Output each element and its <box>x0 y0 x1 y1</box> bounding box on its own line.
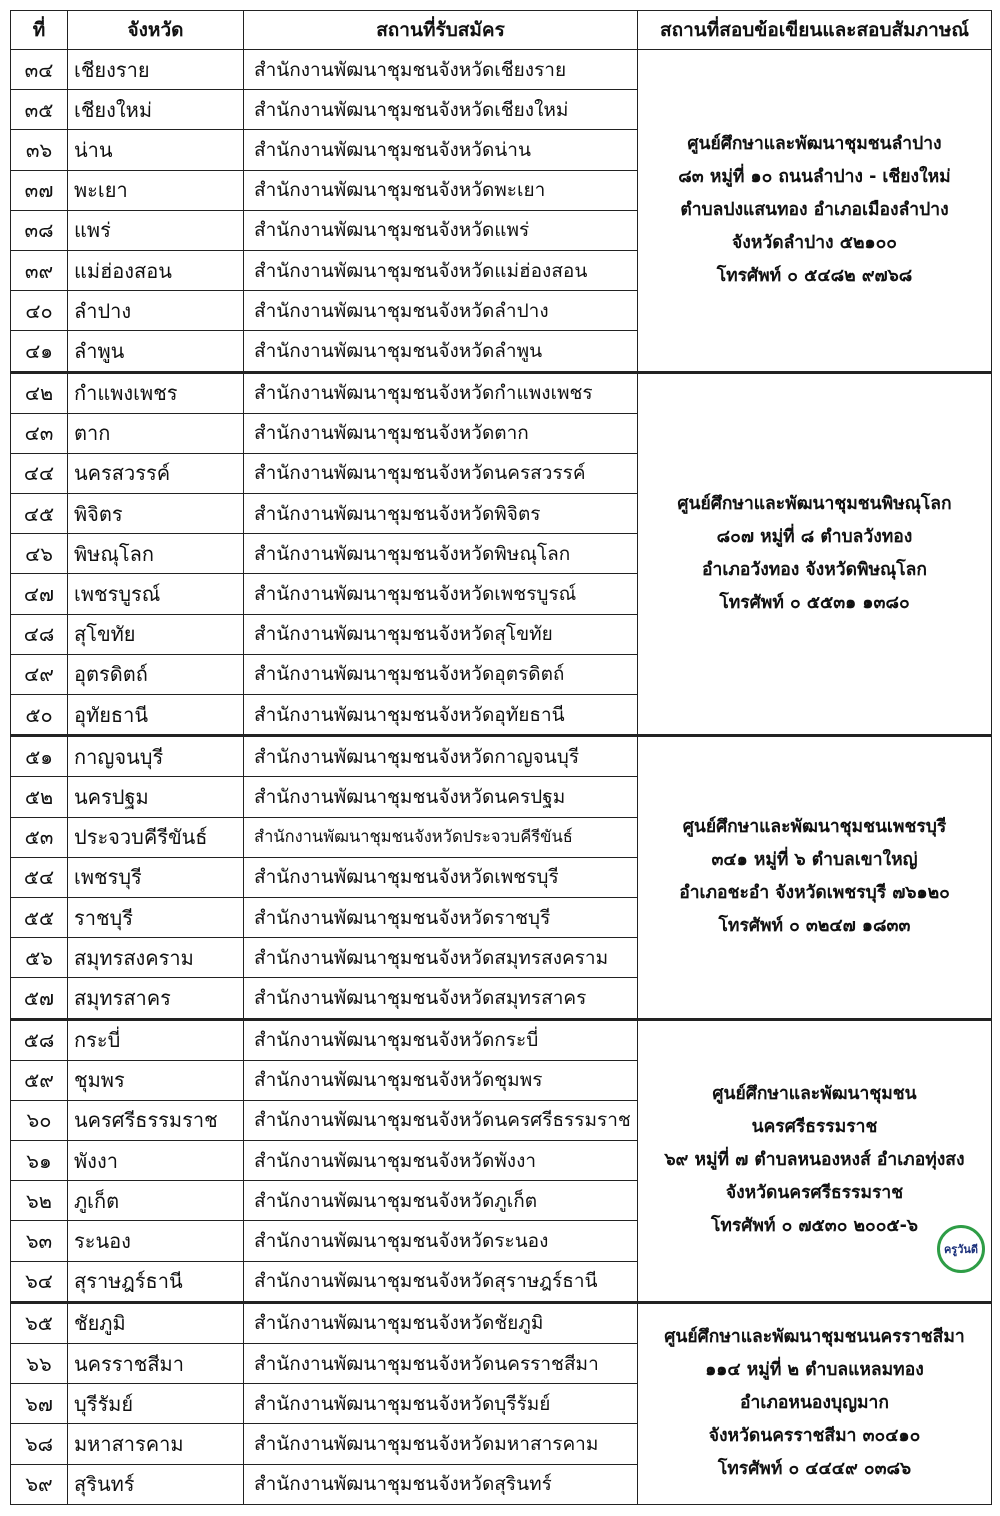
table-row <box>11 1302 992 1343</box>
venue-cell <box>638 372 992 736</box>
exam-venue-table <box>10 10 992 1505</box>
row-number: ๔๑ <box>11 331 68 372</box>
venue-line: ๑๑๔ หมู่ที่ ๒ ตำบลแหลมทอง <box>705 1360 924 1381</box>
province-cell: สุรินทร์ <box>68 1464 244 1504</box>
row-number: ๖๙ <box>11 1464 68 1504</box>
province-cell: ลำปาง <box>68 291 244 331</box>
province-cell: น่าน <box>68 130 244 170</box>
province-cell: นครปฐม <box>68 777 244 817</box>
venue-line: อำเภอวังทอง จังหวัดพิษณุโลก <box>702 559 927 580</box>
row-number: ๖๑ <box>11 1141 68 1181</box>
office-cell: สำนักงานพัฒนาชุมชนจังหวัดเพชรบูรณ์ <box>244 574 638 614</box>
province-cell: อุตรดิตถ์ <box>68 654 244 694</box>
row-number: ๓๘ <box>11 210 68 250</box>
venue-line: โทรศัพท์ ๐ ๗๕๓๐ ๒๐๐๕-๖ <box>710 1216 919 1237</box>
province-cell: ตาก <box>68 413 244 453</box>
row-number: ๖๐ <box>11 1100 68 1140</box>
row-number: ๔๙ <box>11 654 68 694</box>
province-cell: บุรีรัมย์ <box>68 1384 244 1424</box>
office-cell: สำนักงานพัฒนาชุมชนจังหวัดลำพูน <box>244 331 638 372</box>
province-cell: ราชบุรี <box>68 897 244 937</box>
office-cell: สำนักงานพัฒนาชุมชนจังหวัดนครศรีธรรมราช <box>244 1100 638 1140</box>
venue-line: อำเภอหนองบุญมาก <box>740 1393 889 1414</box>
province-cell: ชุมพร <box>68 1060 244 1100</box>
row-number: ๔๗ <box>11 574 68 614</box>
office-cell: สำนักงานพัฒนาชุมชนจังหวัดพิจิตร <box>244 494 638 534</box>
office-cell: สำนักงานพัฒนาชุมชนจังหวัดแม่ฮ่องสอน <box>244 250 638 290</box>
office-cell: สำนักงานพัฒนาชุมชนจังหวัดน่าน <box>244 130 638 170</box>
venue-line: อำเภอชะอำ จังหวัดเพชรบุรี ๗๖๑๒๐ <box>679 883 950 904</box>
province-cell: มหาสารคาม <box>68 1424 244 1464</box>
row-number: ๕๑ <box>11 736 68 777</box>
header-no: ที่ <box>11 11 68 50</box>
row-number: ๕๓ <box>11 817 68 857</box>
province-cell: นครสวรรค์ <box>68 453 244 493</box>
stamp-text: ครูวันดี <box>943 1243 979 1256</box>
office-cell: สำนักงานพัฒนาชุมชนจังหวัดกระบี่ <box>244 1019 638 1060</box>
province-cell: แพร่ <box>68 210 244 250</box>
row-number: ๕๘ <box>11 1019 68 1060</box>
row-number: ๖๕ <box>11 1302 68 1343</box>
row-number: ๔๘ <box>11 614 68 654</box>
row-number: ๕๕ <box>11 897 68 937</box>
venue-line: โทรศัพท์ ๐ ๕๔๘๒ ๙๗๖๘ <box>716 265 913 286</box>
province-cell: ลำพูน <box>68 331 244 372</box>
venue-line: โทรศัพท์ ๐ ๕๕๓๑ ๑๓๘๐ <box>719 592 910 613</box>
row-number: ๔๖ <box>11 534 68 574</box>
office-cell: สำนักงานพัฒนาชุมชนจังหวัดสุรินทร์ <box>244 1464 638 1504</box>
office-cell: สำนักงานพัฒนาชุมชนจังหวัดกำแพงเพชร <box>244 372 638 413</box>
province-cell: เชียงใหม่ <box>68 90 244 130</box>
province-cell: กาญจนบุรี <box>68 736 244 777</box>
venue-line: โทรศัพท์ ๐ ๔๔๔๙ ๐๓๘๖ <box>717 1459 912 1480</box>
row-number: ๔๓ <box>11 413 68 453</box>
office-cell: สำนักงานพัฒนาชุมชนจังหวัดราชบุรี <box>244 897 638 937</box>
header-province: จังหวัด <box>68 11 244 50</box>
office-cell: สำนักงานพัฒนาชุมชนจังหวัดนครสวรรค์ <box>244 453 638 493</box>
province-cell: แม่ฮ่องสอน <box>68 250 244 290</box>
province-cell: สมุทรสาคร <box>68 978 244 1019</box>
province-cell: กระบี่ <box>68 1019 244 1060</box>
province-cell: อุทัยธานี <box>68 695 244 736</box>
office-cell: สำนักงานพัฒนาชุมชนจังหวัดเชียงราย <box>244 50 638 90</box>
province-cell: ประจวบคีรีขันธ์ <box>68 817 244 857</box>
office-cell: สำนักงานพัฒนาชุมชนจังหวัดอุตรดิตถ์ <box>244 654 638 694</box>
office-cell: สำนักงานพัฒนาชุมชนจังหวัดแพร่ <box>244 210 638 250</box>
office-cell: สำนักงานพัฒนาชุมชนจังหวัดภูเก็ต <box>244 1181 638 1221</box>
table-body <box>11 50 992 1505</box>
venue-line: จังหวัดนครศรีธรรมราช <box>725 1183 904 1204</box>
header-venue: สถานที่สอบข้อเขียนและสอบสัมภาษณ์ <box>638 11 992 50</box>
row-number: ๓๕ <box>11 90 68 130</box>
venue-line: โทรศัพท์ ๐ ๓๒๔๗ ๑๘๓๓ <box>718 916 911 937</box>
row-number: ๕๐ <box>11 695 68 736</box>
row-number: ๖๗ <box>11 1384 68 1424</box>
row-number: ๓๔ <box>11 50 68 90</box>
office-cell: สำนักงานพัฒนาชุมชนจังหวัดอุทัยธานี <box>244 695 638 736</box>
office-cell: สำนักงานพัฒนาชุมชนจังหวัดกาญจนบุรี <box>244 736 638 777</box>
header-office: สถานที่รับสมัคร <box>244 11 638 50</box>
venue-cell <box>638 50 992 373</box>
table-row <box>11 50 992 90</box>
row-number: ๖๒ <box>11 1181 68 1221</box>
province-cell: ชัยภูมิ <box>68 1302 244 1343</box>
row-number: ๖๘ <box>11 1424 68 1464</box>
venue-cell <box>638 736 992 1019</box>
table-row <box>11 372 992 413</box>
row-number: ๓๖ <box>11 130 68 170</box>
office-cell: สำนักงานพัฒนาชุมชนจังหวัดชัยภูมิ <box>244 1302 638 1343</box>
venue-line: ศูนย์ศึกษาและพัฒนาชุมชนพิษณุโลก <box>677 493 952 514</box>
row-number: ๔๐ <box>11 291 68 331</box>
office-cell: สำนักงานพัฒนาชุมชนจังหวัดระนอง <box>244 1221 638 1261</box>
province-cell: สุราษฎร์ธานี <box>68 1261 244 1302</box>
office-cell: สำนักงานพัฒนาชุมชนจังหวัดมหาสารคาม <box>244 1424 638 1464</box>
office-cell: สำนักงานพัฒนาชุมชนจังหวัดพิษณุโลก <box>244 534 638 574</box>
document-page <box>10 10 991 1505</box>
office-cell: สำนักงานพัฒนาชุมชนจังหวัดสุราษฎร์ธานี <box>244 1261 638 1302</box>
venue-line: ๘๐๗ หมู่ที่ ๘ ตำบลวังทอง <box>716 526 913 547</box>
row-number: ๕๗ <box>11 978 68 1019</box>
office-cell: สำนักงานพัฒนาชุมชนจังหวัดชุมพร <box>244 1060 638 1100</box>
province-cell: เพชรบุรี <box>68 857 244 897</box>
office-cell: สำนักงานพัฒนาชุมชนจังหวัดเชียงใหม่ <box>244 90 638 130</box>
venue-line: นครศรีธรรมราช <box>751 1117 878 1138</box>
office-cell: สำนักงานพัฒนาชุมชนจังหวัดบุรีรัมย์ <box>244 1384 638 1424</box>
province-cell: นครราชสีมา <box>68 1344 244 1384</box>
venue-line: ศูนย์ศึกษาและพัฒนาชุมชน <box>712 1084 917 1105</box>
venue-cell <box>638 1019 992 1302</box>
province-cell: สุโขทัย <box>68 614 244 654</box>
province-cell: พิจิตร <box>68 494 244 534</box>
watermark-stamp <box>937 1225 985 1273</box>
row-number: ๓๗ <box>11 170 68 210</box>
venue-line: ๖๙ หมู่ที่ ๗ ตำบลหนองหงส์ อำเภอทุ่งสง <box>664 1150 965 1171</box>
province-cell: นครศรีธรรมราช <box>68 1100 244 1140</box>
province-cell: สมุทรสงคราม <box>68 938 244 978</box>
row-number: ๖๔ <box>11 1261 68 1302</box>
province-cell: กำแพงเพชร <box>68 372 244 413</box>
row-number: ๖๖ <box>11 1344 68 1384</box>
row-number: ๖๓ <box>11 1221 68 1261</box>
province-cell: พะเยา <box>68 170 244 210</box>
venue-line: ศูนย์ศึกษาและพัฒนาชุมชนเพชรบุรี <box>682 817 947 838</box>
province-cell: ระนอง <box>68 1221 244 1261</box>
row-number: ๕๔ <box>11 857 68 897</box>
office-cell: สำนักงานพัฒนาชุมชนจังหวัดประจวบคีรีขันธ์ <box>244 817 638 857</box>
venue-cell <box>638 1302 992 1504</box>
venue-line: จังหวัดลำปาง ๕๒๑๐๐ <box>732 232 897 253</box>
row-number: ๔๔ <box>11 453 68 493</box>
row-number: ๓๙ <box>11 250 68 290</box>
office-cell: สำนักงานพัฒนาชุมชนจังหวัดตาก <box>244 413 638 453</box>
province-cell: พิษณุโลก <box>68 534 244 574</box>
venue-line: ศูนย์ศึกษาและพัฒนาชุมชนลำปาง <box>687 133 942 154</box>
province-cell: พังงา <box>68 1141 244 1181</box>
office-cell: สำนักงานพัฒนาชุมชนจังหวัดนครราชสีมา <box>244 1344 638 1384</box>
row-number: ๕๖ <box>11 938 68 978</box>
row-number: ๔๕ <box>11 494 68 534</box>
row-number: ๕๙ <box>11 1060 68 1100</box>
office-cell: สำนักงานพัฒนาชุมชนจังหวัดสมุทรสาคร <box>244 978 638 1019</box>
venue-line: ๓๔๑ หมู่ที่ ๖ ตำบลเขาใหญ่ <box>711 850 918 871</box>
venue-line: จังหวัดนครราชสีมา ๓๐๔๑๐ <box>708 1426 921 1447</box>
venue-line: ศูนย์ศึกษาและพัฒนาชุมชนนครราชสีมา <box>664 1327 965 1348</box>
province-cell: ภูเก็ต <box>68 1181 244 1221</box>
province-cell: เพชรบูรณ์ <box>68 574 244 614</box>
office-cell: สำนักงานพัฒนาชุมชนจังหวัดพังงา <box>244 1141 638 1181</box>
office-cell: สำนักงานพัฒนาชุมชนจังหวัดสมุทรสงคราม <box>244 938 638 978</box>
header-row <box>11 11 992 50</box>
venue-line: ตำบลปงแสนทอง อำเภอเมืองลำปาง <box>680 199 949 220</box>
province-cell: เชียงราย <box>68 50 244 90</box>
office-cell: สำนักงานพัฒนาชุมชนจังหวัดลำปาง <box>244 291 638 331</box>
office-cell: สำนักงานพัฒนาชุมชนจังหวัดเพชรบุรี <box>244 857 638 897</box>
table-row <box>11 1019 992 1060</box>
table-row <box>11 736 992 777</box>
office-cell: สำนักงานพัฒนาชุมชนจังหวัดสุโขทัย <box>244 614 638 654</box>
office-cell: สำนักงานพัฒนาชุมชนจังหวัดนครปฐม <box>244 777 638 817</box>
office-cell: สำนักงานพัฒนาชุมชนจังหวัดพะเยา <box>244 170 638 210</box>
row-number: ๔๒ <box>11 372 68 413</box>
row-number: ๕๒ <box>11 777 68 817</box>
venue-line: ๘๓ หมู่ที่ ๑๐ ถนนลำปาง - เชียงใหม่ <box>678 166 951 187</box>
